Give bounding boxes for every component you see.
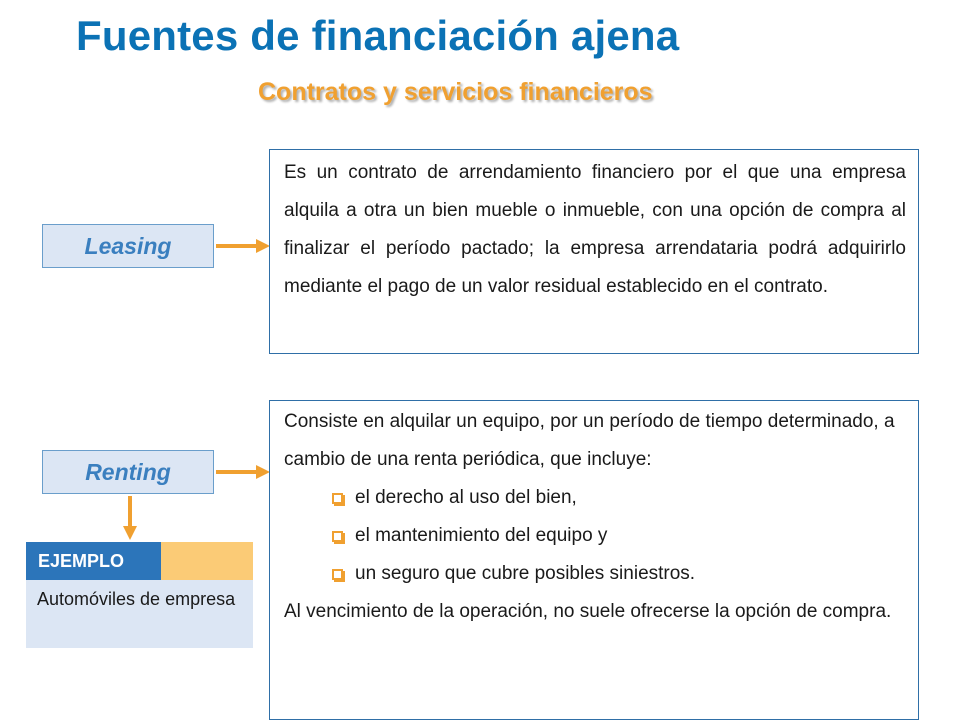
renting-bullet-list (284, 479, 906, 593)
list-item: el mantenimiento del equipo y (284, 517, 906, 555)
arrow-right-icon (216, 236, 270, 256)
arrow-right-icon (216, 462, 270, 482)
checkbox-bullet-icon (332, 531, 343, 542)
arrow-down-icon (120, 496, 140, 540)
page-subtitle: Contratos y servicios financieros (258, 78, 653, 106)
example-header (26, 542, 253, 580)
example-card (26, 542, 253, 648)
term-label-leasing: Leasing (84, 232, 172, 259)
renting-intro: Consiste en alquilar un equipo, por un período de tiempo determinado, a cambio de una renta periódica, que incluye: (284, 411, 895, 470)
example-header-fill (161, 542, 253, 580)
term-box-renting (42, 450, 214, 494)
list-item: un seguro que cubre posibles siniestros. (284, 555, 906, 593)
checkbox-bullet-icon (332, 493, 343, 504)
renting-outro: Al vencimiento de la operación, no suele ofrecerse la opción de compra. (284, 601, 892, 622)
leasing-description: Es un contrato de arrendamiento financiero por el que una empresa alquila a otra un bien mueble o inmueble, con una opción de compra al finalizar el período pactado; la empresa arrendataria podrá adquirirlo mediante el pago de un valor residual establecido en el contrato. (284, 162, 906, 297)
list-item: el derecho al uso del bien, (284, 479, 906, 517)
example-label: EJEMPLO (26, 542, 161, 580)
checkbox-bullet-icon (332, 569, 343, 580)
example-text: Automóviles de empresa (26, 580, 253, 648)
term-box-leasing (42, 224, 214, 268)
page-title: Fuentes de financiación ajena (76, 12, 680, 59)
renting-description-box (269, 400, 919, 720)
term-label-renting: Renting (85, 458, 171, 485)
leasing-description-box (269, 149, 919, 354)
